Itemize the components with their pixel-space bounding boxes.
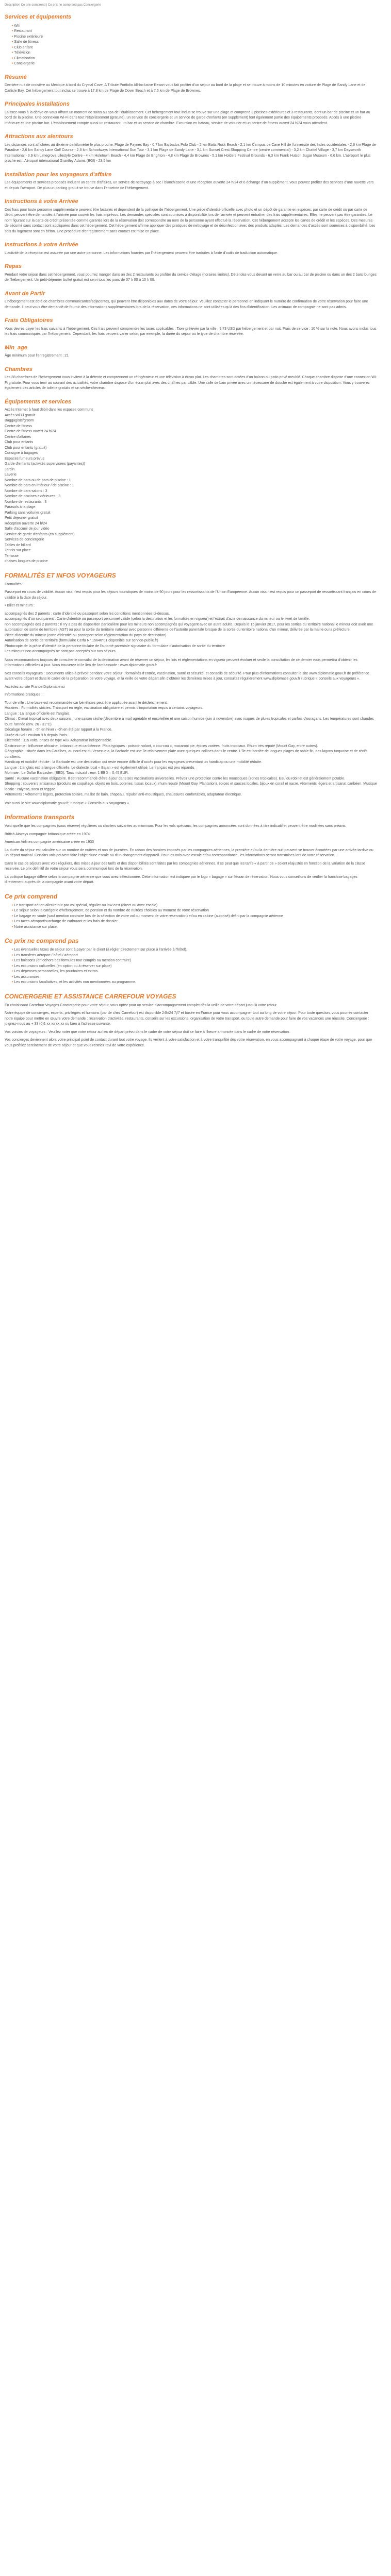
list-item: Les mineurs non accompagnés ne sont pas acceptés sur nos séjours.	[5, 650, 117, 653]
list-item: • Télévision	[12, 50, 377, 56]
equipements-title: Équipements et services	[5, 398, 72, 405]
list-item: • Piscine extérieure	[12, 35, 377, 40]
list-item: • Les assurances.	[12, 975, 377, 980]
list-item: non accompagnés des 2 parents : Il n'y a pas de disposition particulière pour les mineurs non accompagnés qui voyagent avec un autre adulte. Depuis le 15 janvier 2017, pour les sorties du territoire national le mineur doit avoir une autorisation de sortie de territoire (AST) ou pour la sortie du territoire national avec personne différente de l'autorité parentale lorsque de la sortie du territoire national d'un mineur, délivrée par la mairie ou la préfecture.	[5, 622, 373, 632]
min-age-title: Min_age	[5, 344, 28, 351]
formalites-title: FORMALITÉS ET INFOS VOYAGEURS	[5, 571, 116, 579]
list-item: Décalage horaire : -5h en hiver / -6h en été par rapport à la France.	[5, 728, 112, 732]
transports-p6: La politique bagage diffère selon la compagnie aérienne que vous avez sélectionnée. Cette information est indiquée par le logo « bagage » sur l'écran de réservation. Nous vous conseillons de vérifier la franchise bagages directement auprès de la compagnie avant votre départ.	[5, 875, 357, 884]
frais-title: Frais Obligatoires	[5, 317, 53, 324]
list-item: Horaires : Formalités strictes. Transport en règle, vaccination obligatoire et permis d'importation requis à certains voyageurs.	[5, 706, 203, 710]
formalites-p6: Informations pratiques :	[5, 693, 43, 697]
list-item: Centre d'affaires	[5, 435, 31, 439]
list-item: Petit déjeuner gratuit	[5, 516, 38, 520]
list-item: • Le bagage en soute (sauf mention contraire lors de la sélection de votre vol ou moment de votre réservation) et/ou en cabine (autorisé) défini par la compagnie aérienne	[12, 914, 377, 920]
list-item: Terrasse	[5, 554, 19, 558]
list-item: Parking sans voiturier gratuit	[5, 511, 51, 515]
ce-prix-list	[5, 903, 377, 930]
list-item: Nombre de piscines extérieures : 3	[5, 495, 61, 498]
transports-p3: American Airlines compagnie américaine créée en 1930	[5, 840, 94, 844]
list-item: Électricité : 115 volts, prises de type A/B. Adaptateur indispensable.	[5, 739, 112, 742]
list-item: Langue : L'anglais est la langue officielle. Le dialecte local « Bajan » est également utilisé. Le français est peu répandu.	[5, 766, 196, 770]
list-item: Salle d'accueil de jour vidéo	[5, 527, 50, 531]
min-age-text: Âge minimum pour l'enregistrement : 21	[5, 354, 69, 358]
list-item: Parasols à la plage	[5, 505, 36, 509]
list-item: • Les taxes aéroport/surcharge de carburant et les frais de dossier	[12, 919, 377, 925]
transports-p4: La durée du séjour est calculée sur un nombre de nuitées et non de journées. En raison des horaires imposés par les compagnies aériennes, la première et/ou la dernière nuit peuvent se trouver écourtées par une arrivée tardive ou un départ matinal. Certains vols peuvent faire l'objet d'une escale ou d'un changement d'appareil. Pour les vols avec escale et/ou correspondance, les informations seront transmises lors de votre réservation.	[5, 848, 373, 857]
avant-text: L'hébergement est doté de chambres communicantes/adjacentes, qui peuvent être disponibles aux dates de votre séjour. Veuillez contacter le personnel en indiquant le numéro de confirmation de votre réservation pour faire une demande. Il peut vous être demandé de fournir des informations supplémentaires lors de la réservation, ces informations ne sont utilisées qu'à des fins d'identification. Les animaux de compagnie ne sont pas admis.	[5, 300, 368, 309]
list-item: Géographie : située dans les Caraïbes, au nord-est du Venezuela, la Barbade est une île relativement plate avec quelques collines dans le centre. L'île est bordée de longues plages de sable fin, des lagons turquoise et de récifs coralliens.	[5, 750, 368, 759]
formalites-list	[5, 612, 377, 655]
list-item: Réception ouverte 24 h/24	[5, 521, 47, 526]
list-item: Tables de billard	[5, 543, 31, 547]
list-item: Durée du vol : environ 9 h depuis Paris.	[5, 733, 68, 737]
list-item: • Club enfant	[12, 45, 377, 51]
conciergerie-p1: En choisissant Carrefour Voyages Conciergerie pour votre séjour, vous optez pour un service d'accompagnement complet dès la veille de votre départ jusqu'à votre retour.	[5, 1003, 278, 1007]
formalites-link[interactable]: Accédez au site France Diplomatie ici	[5, 685, 65, 689]
ce-prix-title: Ce prix comprend	[5, 892, 58, 900]
list-item: Service de garde d'enfants (en supplément)	[5, 532, 75, 536]
list-item: Services de conciergerie	[5, 538, 44, 541]
list-item: accompagnés d'un seul parent : Carte d'identité ou passeport personnel valide (selon la destination et les formalités en vigueur) et l'extrait d'acte de naissance du mineur ou le livret de famille.	[5, 617, 310, 621]
list-item: • Les dépenses personnelles, les pourboires et extras.	[12, 969, 377, 975]
list-item: Centre de fitness ouvert 24 h/24	[5, 430, 56, 433]
list-item: Accès Wi-Fi gratuit	[5, 413, 35, 417]
list-item: • Wifi	[12, 24, 377, 29]
list-item: Nombre de restaurants : 3	[5, 500, 47, 504]
formalites-p2: • Billet et mineurs :	[5, 604, 35, 607]
resume-text: Dernière nuit de croisière au Mexique à bord du Crystal Cove, A Tribute Portfolio All-Inclusive Resort vous fait profiter d'un séjour au bord de la plage et se trouve à moins de 10 minutes en voiture de Plage de Sandy Lane et de Carlisle Bay. Cet hébergement tout inclus se trouve à 17,8 km de Plage de Dover Beach et à 7,6 km de Plage de Brownes.	[5, 83, 366, 93]
principales-text: Laissez-vous à la dérive en vous offrant un moment de soins au spa de l'établissement. Cet hébergement tout inclus se trouve sur une plage et comprend 3 piscines extérieures et 3 restaurants, dont un bar de piscine et un bar au bord de la piscine. Une connexion Wi-Fi dans tout l'établissement (gratuite), un service de conciergerie et un service de garde d'enfants (en supplément) font également partie des équipements proposés. Accès à une piscine intérieure et une piscine bar. L'établissement compte aussi un restaurant, un bar et un service de chambre. Excursion en bateau, service de voiturier et un centre de fitness ouvert 24 h/24 vous attendent.	[5, 110, 370, 125]
list-item: Langue : La langue officielle est l'anglais.	[5, 711, 71, 716]
transports-p2: British Airways compagnie britannique créée en 1974	[5, 832, 90, 836]
installation-text: Les équipements et services proposés incluent un centre d'affaires, un service de nettoyage à sec / blanchisserie et une réception ouverte 24 h/24 et 6 échange d'un supplément, vous pouvez profiter des services d'une navette vers et depuis l'aéroport. De plus un parking gratuit se trouve dans l'enceinte de l'hébergement.	[5, 181, 374, 190]
list-item: Garde d'enfants (activités supervisées (payantes))	[5, 462, 85, 466]
instructions-arrivee-title: Instructions à votre Arrivée	[5, 198, 78, 205]
list-item: Santé : Aucune vaccination obligatoire. Il est recommandé d'être à jour dans ses vaccinations universelles. Prévoir une protection contre les moustiques (zones tropicales). Eau du robinet est généralement potable.	[5, 776, 346, 781]
list-item: Consigne à bagages	[5, 451, 38, 455]
installation-title: Installation pour les voyageurs d'affaire	[5, 171, 112, 178]
conciergerie-p4: Vos concierges deviennent alors votre principal point de contact durant tout votre voyage. Ils veillent à votre satisfaction et à votre tranquillité dès votre réservation, en vous accompagnant à chaque étape de votre voyage, pour que vous profitiez sereinement de votre séjour et que vous rentriez ravi de votre expérience.	[5, 1038, 372, 1047]
list-item: accompagnés des 2 parents : carte d'identité ou passeport selon les conditions mentionnées ci-dessus.	[5, 612, 170, 616]
transports-p1: Voici quelle que les compagnies (sous réserve) régulières ou charters suivantes au minimum. Pour les vols spéciaux, les compagnies annoncées sont données à titre indicatif et peuvent être modifiées sans préavis.	[5, 824, 347, 828]
list-item: chaises longues de piscine	[5, 560, 48, 563]
list-item: Laverie	[5, 473, 17, 477]
list-item: • Le séjour selon la catégorie d'hébergement, de pension et du nombre de nuitées choisies au moment de votre réservation	[12, 908, 377, 914]
list-item: Centre de fitness	[5, 424, 32, 428]
list-item: Jardin	[5, 467, 15, 471]
services-list	[5, 24, 377, 67]
repas-title: Repas	[5, 263, 22, 269]
formalites-p4: Nos conseils voyageurs : Documents utiles à prévoir pendant votre séjour : formalités d'entrée, vaccination, santé et sécurité, et conseils de sécurité. Pour plus d'informations consulter le site www.diplomatie.gouv.fr de préférence avant votre départ et dans le cadre de la préparation de votre voyage, et la veille de votre départ afin d'obtenir les dernières mises à jour, consultez régulièrement www.diplomatie.gouv.fr rubrique « conseils aux voyageurs ».	[5, 671, 369, 681]
equipements-list	[5, 408, 377, 565]
transports-p5: Dans le cas de séjours avec vols réguliers, des mises à jour des tarifs et des disponibilités sont faites par les compagnies aériennes. Il se peut que les tarifs « à partir de » soient réajustés en fonction de la variation de la classe réservée. Le prix définitif de votre séjour vous sera communiqué lors de la réservation.	[5, 861, 365, 871]
list-item: • Les boissons (en dehors des formules tout compris ou mention contraire)	[12, 958, 377, 964]
list-item: Nombre de bars en intérieur / de piscine : 1	[5, 484, 74, 487]
practical-list	[5, 701, 377, 798]
instructions-speciales-title: Instructions à votre Arrivée	[5, 242, 78, 248]
list-item: Monnaie : Le Dollar Barbadien (BBD). Taux indicatif : env. 1 BBD = 0,45 EUR.	[5, 771, 129, 775]
instructions-speciales-text: L'activité de la réception est assurée par une autre personne. Les informations fournies par l'hébergement peuvent être traduites à l'aide d'outils de traduction automatique.	[5, 251, 278, 255]
list-item: Club pour enfants (gratuit)	[5, 446, 47, 450]
list-item: Shopping : souvenirs artisanaux (produits en coquillage, objets en bois, poteries, tissus locaux), rhum réputé (Mount Gay, Plantation), épices et sauces locales, bijoux en corail et nacre, vêtements légers et artisanat caribéen. Musique locale : calypso, soca et reggae.	[5, 782, 377, 791]
formalites-p1: Passeport en cours de validité. Aucun visa n'est requis pour les séjours touristiques de moins de 90 jours pour les ressortissants de l'Union Européenne. Aucun visa n'est requis pour un passeport de ressortissant français en cours de validité à la date du séjour.	[5, 590, 376, 600]
list-item: Vêtements : Vêtements légers, protection solaire, maillot de bain, chapeau, répulsif anti-moustiques, chaussures confortables, adaptateur électrique.	[5, 793, 242, 796]
conciergerie-title: CONCIERGERIE ET ASSISTANCE CARREFOUR VOYAGES	[5, 992, 176, 1000]
list-item: Pièce d'identité du mineur (carte d'identité ou passeport selon réglementation du pays de destination)	[5, 633, 167, 637]
attractions-text: Les distances sont affichées au dixième de kilomètre le plus proche. Plage de Paynes Bay - 0,7 km Barbados Polo Club - 2 km Batts Rock Beach - 2,1 km Campus de Cave Hill de l'université des Indes occidentales - 2,6 km Plage de Paradise - 2,6 km Sandy Lane Golf Course - 2,6 km Schoolways International Sun Tour - 3,1 km Plage de Sandy Lane - 3,1 km Sunset Crest Shopping Centre (centre commercial) - 3,2 km Chattel Village - 3,7 km Daysworth International - 3,9 km Limegrove Lifestyle Centre - 4 km Holetown Beach - 4,4 km Plage de Brighton - 4,8 km Plage de Brownes - 5,1 km Holders Festival Grounds - 6,3 km Frank Hutson Sugar Museum - 6,6 km. L'aéroport le plus proche est : Aéroport international Grantley Adams (BGI) - 23,5 km	[5, 143, 376, 163]
list-item: • Les éventuelles taxes de séjour sont à payer par le client (à régler directement sur place à l'arrivée à l'hôtel).	[12, 947, 377, 953]
list-item: Photocopie de la pièce d'identité de la personne titulaire de l'autorité parentale signataire du formulaire d'autorisation de sortie du territoire	[5, 644, 225, 648]
list-item: Tour de ville : Une base est recommandée car bénéficiez peut être appliquée avant le déclenchement.	[5, 701, 168, 705]
principales-title: Principales installations	[5, 101, 70, 107]
transports-title: Informations transports	[5, 814, 75, 821]
list-item: Club pour enfants	[5, 440, 34, 444]
instructions-arrivee-text: Des frais pour toute personne supplémentaire peuvent être facturés et dépendent de la politique de l'hébergement. Une pièce d'identité officielle avec photo et un dépôt de garantie en espèces, par carte de crédit ou par carte de débit, peuvent être demandés à l'arrivée pour couvrir les frais imprévus. Les demandes spéciales sont soumises à disponibilité lors de l'arrivée et peuvent entraîner des frais supplémentaires. Elles ne peuvent pas être garanties. Le nom figurant sur la carte de crédit présentée comme garantie lors de la réservation doit correspondre au nom de la personne ayant effectué la réservation. Cet hébergement accepte les cartes de crédit et les espèces. Des mesures de sécurité sans contact sont appliquées dans cet hébergement. Cet hébergement affirme appliquer des pratiques de nettoyage et de désinfection avec des produits adaptés. Les demandes d'accès sont soumises à disponibilité. Les sols du logement sont en béton. Une procédure d'enregistrement sans contact est mise en place.	[5, 208, 376, 233]
list-item: Baggagiste/groom	[5, 419, 34, 422]
avant-title: Avant de Partir	[5, 290, 45, 297]
formalites-p3: Nous recommandons toujours de consulter le consulat de la destination avant de réserver un séjour, les lois et réglementations en vigueur peuvent évoluer et seule la consultation de ce dernier vous permettra d'obtenir les informations officielles à jour. Vous trouverez ici le lien de l'ambassade : www.diplomatie.gouv.fr	[5, 658, 357, 667]
list-item: • Climatisation	[12, 56, 377, 62]
list-item: • Le transport aérien aller/retour par vol spécial, régulier ou low-cost (direct ou avec escale)	[12, 903, 377, 909]
list-item: • Les excursions culturelles (en option ou à réserver sur place)	[12, 964, 377, 970]
formalites-p7: Voir aussi le site www.diplomatie.gouv.fr, rubrique « Conseils aux voyageurs ».	[5, 801, 131, 805]
list-item: • Notre assistance sur place.	[12, 925, 377, 930]
list-item: • Conciergerie	[12, 61, 377, 67]
list-item: • Salle de fitness	[12, 40, 377, 45]
breadcrumb[interactable]: Description Ce prix comprend | Ce prix ne comprend pas Conciergerie	[5, 4, 101, 7]
services-title: Services et équipements	[5, 14, 72, 20]
list-item: • Restaurant	[12, 29, 377, 35]
list-item: Climat : Climat tropical avec deux saisons : une saison sèche (décembre à mai) agréable et ensoleillée et une saison humide (juin à novembre) avec risques de pluies tropicales et parfois d'ouragans. Les températures sont chaudes toute l'année (env. 26 - 31°C).	[5, 717, 374, 726]
list-item: • Les transferts aéroport / hôtel / aéroport	[12, 953, 377, 959]
ce-prix-pas-list	[5, 947, 377, 986]
chambres-text: Les 88 chambres de l'hébergement vous invitent à la détente et comprennent un réfrigérateur et une télévision à écran plat. Les chambres sont dotées d'un balcon ou patio privé meublé. Chaque chambre dispose d'une connexion Wi-Fi gratuite. Pour vous tenir au courant des actualités, votre chambre dispose d'un écran plat avec des chaînes par câble. Une salle de bain privée avec un nécessaire de douche est également à votre disposition. Vous y trouverez également des articles de toilette gratuits et un sèche-cheveux.	[5, 376, 377, 390]
formalites-head: Formalités :	[5, 582, 24, 586]
frais-text: Vous devrez payer les frais suivants à l'hébergement. Ces frais peuvent comprendre les taxes applicables : Taxe prélevée par la ville : 9,73 USD par hébergement et par nuit. Frais de service : 10 % sur la note. Nous avons inclus tous les frais communiqués par l'hébergement. Cependant, les frais peuvent varier selon, par exemple, la durée du séjour ou le type de chambre réservée.	[5, 327, 377, 336]
list-item: Gastronomie : Influence africaine, britannique et caribéenne. Plats typiques : poisson volant, « cou-cou », macaroni pie, épices variées, fruits tropicaux. Rhum très réputé (Mount Gay, entre autres).	[5, 744, 318, 748]
chambres-title: Chambres	[5, 366, 32, 372]
repas-text: Pendant votre séjour dans cet hébergement, vous pourrez manger dans un des 2 restaurants ou profiter du service d'étage (horaires limités). Détendez-vous devant un verre au bar ou au bar de piscine ou dans un des 2 bars lounges de l'hébergement. Un petit-déjeuner buffet gratuit est servi tous les jours de 07 h 00 à 10 h 00.	[5, 273, 377, 282]
list-item: Tennis sur place	[5, 549, 31, 552]
conciergerie-p3: Vos voisins de voyageurs : Veuillez noter que votre retour au lieu de départ prévu dans le cadre de votre séjour doit se faire à l'heure annoncée dans le cadre de votre réservation.	[5, 1030, 290, 1034]
list-item: Espaces fumeurs prévus	[5, 456, 45, 461]
ce-prix-pas-title: Ce prix ne comprend pas	[5, 937, 79, 944]
list-item: • Les excursions facultatives, et les activités non mentionnées au programme.	[12, 980, 377, 986]
conciergerie-p2: Notre équipe de concierges, experts, privilégiés et humains (par de chez Carrefour) est disponible 24h/24 7j/7 et basée en France pour vous accompagner tout au long de votre séjour. Pour toute question, vous pourrez contacter notre équipe pour mettre en œuvre votre demande : réservation d'activités, restaurants, conseils sur les excursions, organisation de votre transport, ou toute autre demande pour faire de vos vacances une réussite. Conciergerie : joignez-nous au + 33 (0)1 xx xx xx xx ou bien à l'adresse suivante.	[5, 1011, 369, 1026]
list-item: Accès Internet à haut débit dans les espaces communs	[5, 408, 93, 412]
list-item: Autorisation de sortie de territoire (formulaire Cerfa N° 15646*01 disponible sur service-public.fr)	[5, 639, 158, 642]
list-item: Handicap et mobilité réduite : la Barbade est une destination qui reste encore difficile d'accès pour les voyageurs présentant un handicap ou une mobilité réduite.	[5, 760, 262, 764]
attractions-title: Attractions aux alentours	[5, 133, 73, 140]
list-item: Nombre de bars ou de bars de piscine : 1	[5, 478, 71, 482]
list-item: Nombre de bars-salons : 3	[5, 489, 47, 493]
resume-title: Résumé	[5, 74, 27, 80]
